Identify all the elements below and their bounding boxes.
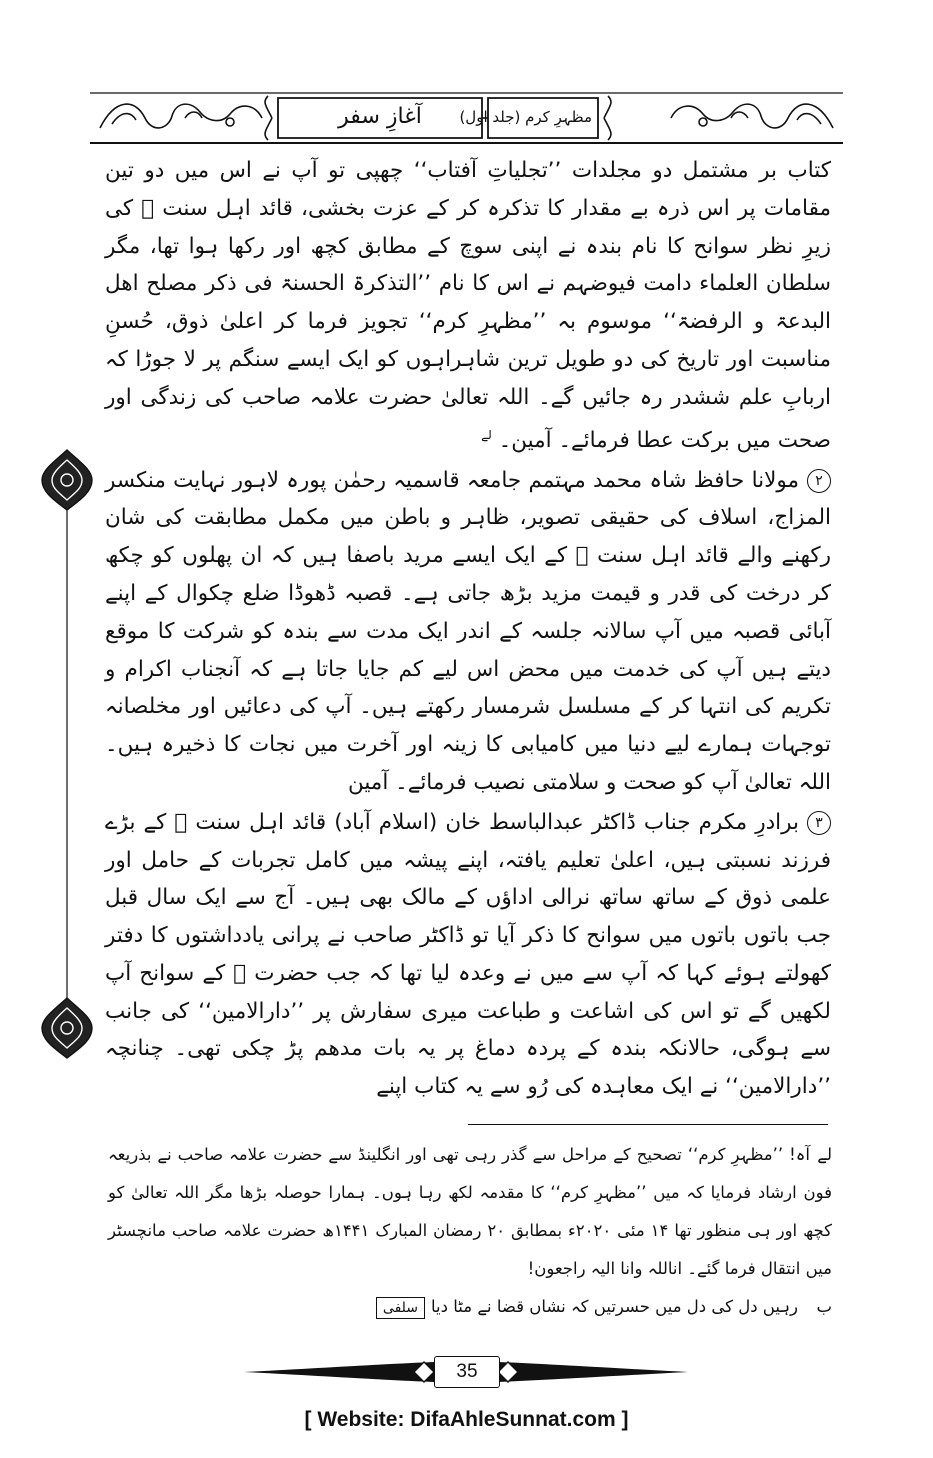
main-text: [105, 152, 831, 1106]
item-number: ۲: [807, 469, 831, 493]
side-ornament: [40, 448, 94, 1060]
footnote-marker: ب: [816, 1297, 832, 1316]
page-number: 35: [434, 1356, 500, 1388]
footnote-marker: لے: [817, 1145, 832, 1164]
footnote-divider: [468, 1124, 828, 1125]
footnote-2-text: رہیں دل کی دل میں حسرتیں کہ نشاں قضا نے مٹا دیا: [431, 1297, 798, 1316]
item-2-text: مولانا حافظ شاہ محمد مہتمم جامعہ قاسمیہ رحمٰن پورہ لاہور نہایت منکسر المزاج، اسلاف کی حقیقی تصویر، ظاہر و باطن میں مکمل مطابقت کی شان رکھنے والے قائد اہل سنت ﷫ کے ایک ایسے مرید باصفا ہیں کہ ان پھلوں کو چکھ کر درخت کی قدر و قیمت مزید بڑھ جاتی ہے۔ قصبہ ڈھوڈا ضلع چکوال کے اپنے آبائی قصبہ میں آپ سالانہ جلسہ کے اندر ایک مدت سے بندہ کو شرکت کا موقع دیتے ہیں آپ کی خدمت میں محض اس لیے کم جایا جاتا ہے کہ آنجناب اکرام و تکریم کی انتہا کر کے مسلسل شرمسار رکھتے ہیں۔ آپ کی دعائیں اور مخلصانہ توجہات ہمارے لیے دنیا میں کامیابی کا زینہ اور آخرت میں نجات کا ذخیرہ ہیں۔ اللہ تعالیٰ آپ کو صحت و سلامتی نصیب فرمائے۔ آمین: [105, 467, 831, 795]
footnote-reference: لے: [481, 427, 492, 442]
website-footer: [ Website: DifaAhleSunnat.com ]: [304, 1408, 629, 1431]
footnote-1: [108, 1136, 832, 1288]
footnote-1-text: آہ! ’’مظہرِ کرم‘‘ تصحیح کے مراحل سے گذر رہی تھی اور انگلینڈ سے حضرت علامہ صاحب نے بذریعہ فون ارشاد فرمایا کہ میں ’’مظہرِ کرم‘‘ کا مقدمہ لکھ رہا ہوں۔ ہمارا حوصلہ بڑھا مگر اللہ تعالیٰ کو کچھ اور ہی منظور تھا ۱۴ مئی ۲۰۲۰ء بمطابق ۲۰ رمضان المبارک ۱۴۴۱ھ حضرت علامہ صاحب مانچسٹر میں انتقال فرما گئے۔ اناللہ وانا الیہ راجعون!: [108, 1145, 832, 1278]
intro-paragraph-text: کتاب بر مشتمل دو مجلدات ’’تجلیاتِ آفتاب‘‘ چھپی تو آپ نے اس میں دو تین مقامات پر اس ذرہ بے مقدار کا تذکرہ کر کے عزت بخشی، قائد اہل سنت ﷫ کی زیرِ نظر سوانح کا نام بندہ نے اپنی سوچ کے مطابق کچھ اور رکھا ہوا تھا، مگر سلطان العلماء دامت فیوضہم نے اس کا نام ’’التذکرۃ الحسنۃ فی ذکر مصلح اھل البدعۃ و الرفضۃ‘‘ موسوم بہ ’’مظہرِ کرم‘‘ تجویز فرما کر اعلیٰ ذوق، حُسنِ مناسبت اور تاریخ کی دو طویل ترین شاہراہوں کو ایک ایسے سنگم پر لا جوڑا کہ اربابِ علم ششدر رہ جائیں گے۔ اللہ تعالیٰ حضرت علامہ صاحب کی زندگی اور صحت میں برکت عطا فرمائے۔ آمین۔: [105, 158, 831, 453]
page-header: [90, 88, 843, 148]
item-number: ۳: [807, 811, 831, 835]
footnote-2: [108, 1288, 832, 1326]
intro-paragraph: [105, 152, 831, 460]
list-item-3: [105, 804, 831, 1106]
running-title: آغازِ سفر: [338, 104, 422, 129]
footnotes: [108, 1136, 832, 1326]
author-signature: سلفی: [376, 1297, 425, 1319]
book-title: مظہرِ کرم (جلد اول): [459, 108, 592, 126]
item-3-text: برادرِ مکرم جناب ڈاکٹر عبدالباسط خان (اسلام آباد) قائد اہل سنت ﷫ کے بڑے فرزند نسبتی ہیں، اعلیٰ تعلیم یافتہ، اپنے پیشہ میں کامل تجربات کے حامل اور علمی ذوق کے ساتھ ساتھ نرالی اداؤں کے مالک بھی ہیں۔ آج سے ایک سال قبل جب باتوں باتوں میں سوانح کا ذکر آیا تو ڈاکٹر صاحب نے پرانی یادداشتوں کا دفتر کھولتے ہوئے کہا کہ آپ سے میں نے وعدہ لیا تھا کہ جب حضرت ﷫ کے سوانح آپ لکھیں گے تو اس کی اشاعت و طباعت میری سفارش پر ’’دارالامین‘‘ کی جانب سے ہوگی، حالانکہ بندہ کے پردہ دماغ پر یہ بات مدھم پڑ چکی تھی۔ چنانچہ ’’دارالامین‘‘ نے ایک معاہدہ کی رُو سے یہ کتاب اپنے: [105, 809, 831, 1100]
list-item-2: [105, 462, 831, 802]
